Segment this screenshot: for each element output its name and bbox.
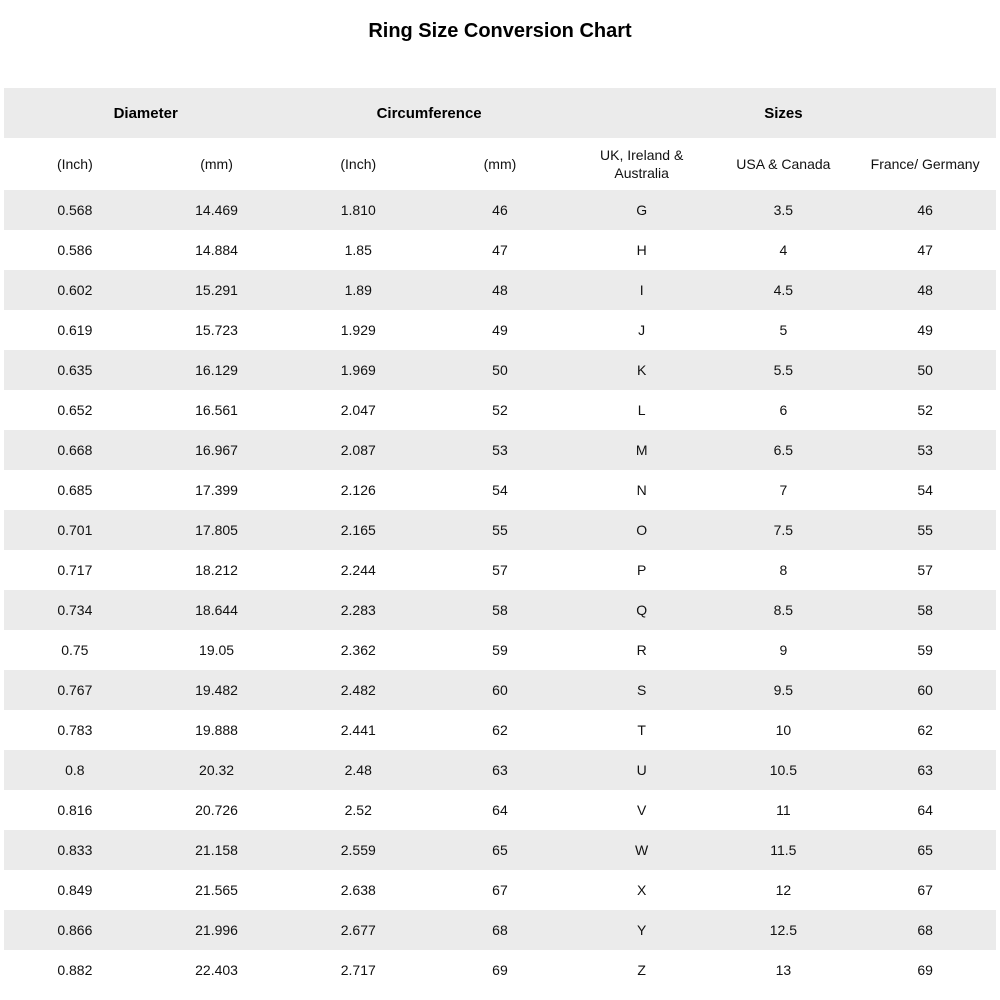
table-cell: 58 bbox=[917, 602, 933, 618]
table-cell: 0.849 bbox=[57, 882, 93, 898]
table-cell: 2.165 bbox=[340, 522, 376, 538]
table-cell: L bbox=[637, 402, 646, 418]
table-cell: 59 bbox=[492, 642, 508, 658]
table-cell: 9 bbox=[779, 642, 788, 658]
table-cell: 55 bbox=[917, 522, 933, 538]
table-cell: 2.087 bbox=[340, 442, 376, 458]
table-cell: 2.441 bbox=[340, 722, 376, 738]
table-cell: 4.5 bbox=[773, 282, 794, 298]
group-header-circumference: Circumference bbox=[376, 104, 482, 122]
table-cell: 47 bbox=[917, 242, 933, 258]
table-cell: 0.619 bbox=[57, 322, 93, 338]
table-cell: O bbox=[636, 522, 648, 538]
table-cell: 0.602 bbox=[57, 282, 93, 298]
table-cell: 64 bbox=[492, 802, 508, 818]
table-cell: 0.734 bbox=[57, 602, 93, 618]
table-cell: 62 bbox=[917, 722, 933, 738]
table-cell: 54 bbox=[492, 482, 508, 498]
table-cell: 1.85 bbox=[344, 242, 372, 258]
table-cell: 21.158 bbox=[195, 842, 238, 858]
table-cell: 0.75 bbox=[61, 642, 89, 658]
table-cell: 1.89 bbox=[344, 282, 372, 298]
table-cell: 0.652 bbox=[57, 402, 93, 418]
table-cell: 7 bbox=[779, 482, 788, 498]
table-row bbox=[4, 750, 996, 790]
column-header-row bbox=[4, 138, 996, 190]
table-row bbox=[4, 830, 996, 870]
table-cell: 4 bbox=[779, 242, 788, 258]
table-row bbox=[4, 230, 996, 270]
table-cell: 2.244 bbox=[340, 562, 376, 578]
table-cell: H bbox=[636, 242, 647, 258]
table-cell: 16.561 bbox=[195, 402, 238, 418]
table-row bbox=[4, 270, 996, 310]
table-row bbox=[4, 390, 996, 430]
table-row bbox=[4, 550, 996, 590]
table-cell: 17.399 bbox=[195, 482, 238, 498]
table-cell: 68 bbox=[492, 922, 508, 938]
table-cell: 0.685 bbox=[57, 482, 93, 498]
table-cell: 0.767 bbox=[57, 682, 93, 698]
table-cell: 21.996 bbox=[195, 922, 238, 938]
table-cell: 50 bbox=[492, 362, 508, 378]
table-cell: 20.726 bbox=[195, 802, 238, 818]
table-row bbox=[4, 430, 996, 470]
table-row bbox=[4, 870, 996, 910]
table-cell: 48 bbox=[917, 282, 933, 298]
table-cell: Y bbox=[636, 922, 647, 938]
table-cell: 8.5 bbox=[773, 602, 794, 618]
table-cell: 21.565 bbox=[195, 882, 238, 898]
table-row bbox=[4, 470, 996, 510]
table-cell: 57 bbox=[917, 562, 933, 578]
table-cell: 17.805 bbox=[195, 522, 238, 538]
table-cell: 2.559 bbox=[340, 842, 376, 858]
table-cell: V bbox=[636, 802, 647, 818]
table-cell: 0.568 bbox=[57, 202, 93, 218]
table-body bbox=[4, 190, 996, 990]
table-cell: N bbox=[636, 482, 647, 498]
table-cell: 0.635 bbox=[57, 362, 93, 378]
table-cell: S bbox=[636, 682, 647, 698]
table-cell: K bbox=[636, 362, 647, 378]
table-cell: 69 bbox=[492, 962, 508, 978]
table-cell: Q bbox=[636, 602, 648, 618]
table-cell: W bbox=[635, 842, 649, 858]
table-cell: 52 bbox=[917, 402, 933, 418]
table-cell: Z bbox=[637, 962, 646, 978]
table-cell: 2.638 bbox=[340, 882, 376, 898]
table-cell: 10.5 bbox=[769, 762, 797, 778]
table-cell: X bbox=[636, 882, 647, 898]
table-row bbox=[4, 630, 996, 670]
group-header-sizes: Sizes bbox=[764, 104, 803, 122]
table-cell: 12.5 bbox=[769, 922, 797, 938]
table-cell: 0.833 bbox=[57, 842, 93, 858]
table-cell: 55 bbox=[492, 522, 508, 538]
table-cell: T bbox=[637, 722, 646, 738]
table-cell: 48 bbox=[492, 282, 508, 298]
table-cell: 68 bbox=[917, 922, 933, 938]
table-cell: 52 bbox=[492, 402, 508, 418]
table-cell: 47 bbox=[492, 242, 508, 258]
table-cell: 46 bbox=[917, 202, 933, 218]
table-cell: 1.810 bbox=[340, 202, 376, 218]
table-row bbox=[4, 710, 996, 750]
table-cell: 8 bbox=[779, 562, 788, 578]
table-cell: J bbox=[638, 322, 646, 338]
table-cell: 69 bbox=[917, 962, 933, 978]
column-header-france-germany: France/ Germany bbox=[870, 155, 980, 172]
table-cell: 1.969 bbox=[340, 362, 376, 378]
table-cell: 65 bbox=[917, 842, 933, 858]
table-cell: 0.586 bbox=[57, 242, 93, 258]
table-cell: 50 bbox=[917, 362, 933, 378]
column-header-diameter-inch: (Inch) bbox=[56, 155, 93, 172]
table-cell: 2.283 bbox=[340, 602, 376, 618]
column-header-circumference-mm: (mm) bbox=[483, 155, 517, 172]
table-cell: 63 bbox=[917, 762, 933, 778]
table-cell: 16.129 bbox=[195, 362, 238, 378]
table-cell: 62 bbox=[492, 722, 508, 738]
table-cell: 2.126 bbox=[340, 482, 376, 498]
table-cell: 46 bbox=[492, 202, 508, 218]
table-cell: 1.929 bbox=[340, 322, 376, 338]
table-cell: 2.677 bbox=[340, 922, 376, 938]
table-row bbox=[4, 910, 996, 950]
table-cell: 15.291 bbox=[195, 282, 238, 298]
table-cell: 67 bbox=[917, 882, 933, 898]
table-cell: 67 bbox=[492, 882, 508, 898]
table-cell: 7.5 bbox=[773, 522, 794, 538]
table-cell: 18.644 bbox=[195, 602, 238, 618]
table-cell: P bbox=[636, 562, 647, 578]
table-cell: 0.866 bbox=[57, 922, 93, 938]
table-cell: 5.5 bbox=[773, 362, 794, 378]
table-cell: 63 bbox=[492, 762, 508, 778]
table-cell: 6.5 bbox=[773, 442, 794, 458]
table-cell: 19.05 bbox=[199, 642, 235, 658]
table-cell: 65 bbox=[492, 842, 508, 858]
table-cell: 5 bbox=[779, 322, 788, 338]
table-cell: 10 bbox=[775, 722, 792, 738]
table-cell: 15.723 bbox=[195, 322, 238, 338]
ring-size-conversion-table bbox=[4, 88, 996, 990]
table-cell: 60 bbox=[492, 682, 508, 698]
table-header bbox=[4, 88, 996, 190]
table-cell: G bbox=[636, 202, 648, 218]
table-cell: 57 bbox=[492, 562, 508, 578]
table-cell: 2.48 bbox=[344, 762, 372, 778]
table-cell: 3.5 bbox=[773, 202, 794, 218]
table-cell: 64 bbox=[917, 802, 933, 818]
table-row bbox=[4, 790, 996, 830]
column-header-diameter-mm: (mm) bbox=[200, 155, 233, 172]
table-cell: 2.482 bbox=[340, 682, 376, 698]
table-cell: 12 bbox=[775, 882, 792, 898]
table-row bbox=[4, 950, 996, 990]
table-cell: 49 bbox=[492, 322, 508, 338]
group-header-row bbox=[4, 88, 996, 138]
table-cell: 13 bbox=[775, 962, 792, 978]
table-cell: M bbox=[635, 442, 648, 458]
table-cell: 18.212 bbox=[195, 562, 238, 578]
table-row bbox=[4, 670, 996, 710]
table-cell: 2.047 bbox=[340, 402, 376, 418]
column-header-uk-ireland-australia: UK, Ireland & Australia bbox=[600, 146, 684, 181]
table-cell: 9.5 bbox=[773, 682, 794, 698]
table-cell: 0.717 bbox=[57, 562, 93, 578]
table-cell: U bbox=[636, 762, 647, 778]
table-cell: 53 bbox=[917, 442, 933, 458]
column-header-circumference-inch: (Inch) bbox=[340, 155, 377, 172]
table-row bbox=[4, 510, 996, 550]
column-header-usa-canada: USA & Canada bbox=[736, 155, 831, 172]
table-cell: 0.668 bbox=[57, 442, 93, 458]
group-header-diameter: Diameter bbox=[113, 104, 178, 122]
table-cell: 11 bbox=[776, 802, 791, 818]
table-cell: I bbox=[639, 282, 644, 298]
table-cell: 0.816 bbox=[57, 802, 93, 818]
table-cell: 2.362 bbox=[340, 642, 376, 658]
page-title: Ring Size Conversion Chart bbox=[368, 20, 632, 42]
table-cell: 2.52 bbox=[344, 802, 372, 818]
table-cell: 14.469 bbox=[195, 202, 238, 218]
table-cell: 60 bbox=[917, 682, 933, 698]
table-cell: 0.882 bbox=[57, 962, 93, 978]
table-cell: 19.482 bbox=[195, 682, 238, 698]
table-cell: 0.701 bbox=[57, 522, 93, 538]
table-row bbox=[4, 590, 996, 630]
table-cell: 58 bbox=[492, 602, 508, 618]
table-row bbox=[4, 190, 996, 230]
table-cell: 0.783 bbox=[57, 722, 93, 738]
table-cell: 22.403 bbox=[195, 962, 238, 978]
table-cell: 0.8 bbox=[65, 762, 85, 778]
table-cell: 59 bbox=[917, 642, 933, 658]
table-cell: 19.888 bbox=[195, 722, 238, 738]
table-row bbox=[4, 310, 996, 350]
table-cell: 14.884 bbox=[195, 242, 238, 258]
table-cell: 54 bbox=[917, 482, 933, 498]
table-cell: 2.717 bbox=[340, 962, 376, 978]
table-cell: 53 bbox=[492, 442, 508, 458]
table-cell: 49 bbox=[917, 322, 933, 338]
table-cell: 16.967 bbox=[195, 442, 238, 458]
table-cell: 20.32 bbox=[199, 762, 235, 778]
table-cell: 11.5 bbox=[770, 842, 797, 858]
table-cell: R bbox=[636, 642, 647, 658]
table-cell: 6 bbox=[779, 402, 788, 418]
table-row bbox=[4, 350, 996, 390]
